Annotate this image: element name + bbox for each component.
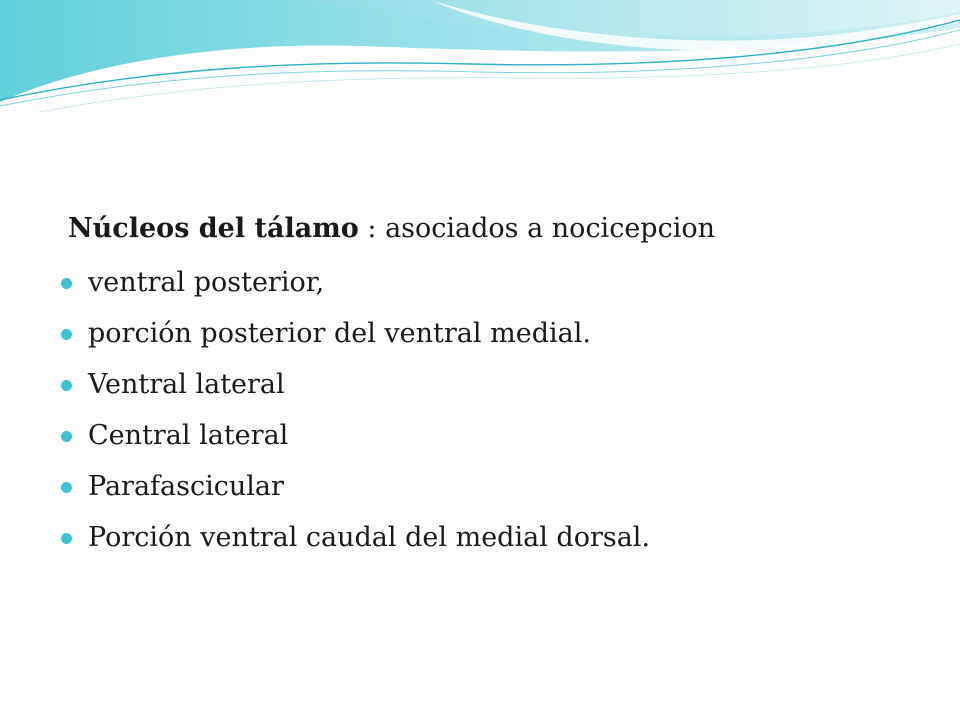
bullet-text: Parafascicular	[88, 471, 284, 502]
bullet-item	[0, 308, 650, 359]
bullet-list	[0, 257, 650, 563]
bullet-item	[0, 461, 650, 512]
bullet-text: Central lateral	[88, 420, 289, 451]
decorative-wave-header	[0, 0, 960, 120]
bullet-dot-icon	[61, 482, 72, 493]
bullet-dot-icon	[61, 380, 72, 391]
bullet-item	[0, 359, 650, 410]
heading-rest-text: : asociados a nocicepcion	[358, 213, 715, 244]
bullet-item	[0, 410, 650, 461]
bullet-dot-icon	[61, 533, 72, 544]
bullet-item	[0, 257, 650, 308]
bullet-text: Porción ventral caudal del medial dorsal.	[88, 522, 651, 553]
bullet-dot-icon	[61, 278, 72, 289]
heading-bold-text: Núcleos del tálamo	[68, 213, 359, 244]
bullet-text: porción posterior del ventral medial.	[88, 318, 591, 349]
bullet-text: Ventral lateral	[88, 369, 285, 400]
bullet-text: ventral posterior,	[88, 267, 325, 298]
bullet-item	[0, 512, 650, 563]
bullet-dot-icon	[61, 329, 72, 340]
heading-line	[68, 205, 715, 253]
bullet-dot-icon	[61, 431, 72, 442]
